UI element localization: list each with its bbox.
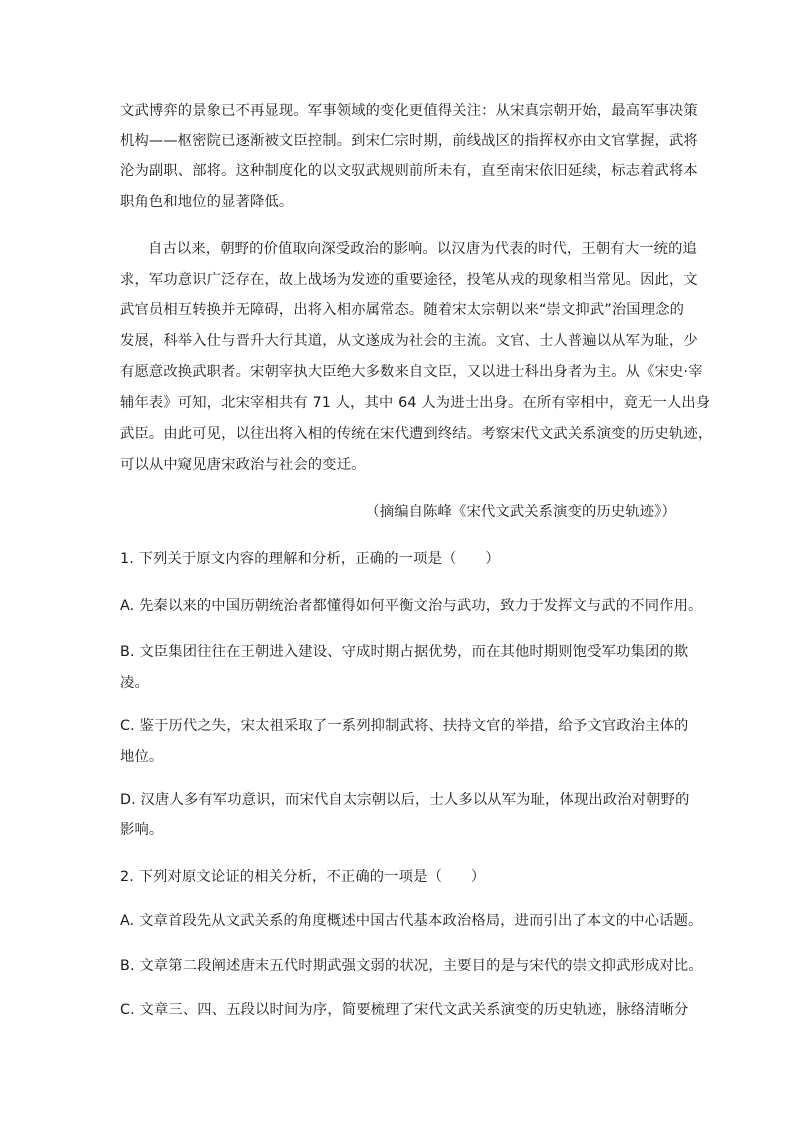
para2-line-7: 武臣。由此可见，以往出将入相的传统在宋代遭到终结。考察宋代文武关系演变的历史轨迹，: [120, 426, 713, 442]
q2-stem: 2. 下列对原文论证的相关分析，不正确的一项是（ ）: [120, 869, 486, 885]
para1-line-1: 文武博弈的景象已不再显现。军事领域的变化更值得关注：从宋真宗朝开始，最高军事决策: [120, 103, 698, 119]
para2-line-6: 辅年表》可知，北宋宰相共有 71 人，其中 64 人为进士出身。在所有宰相中，竟无一人出身: [120, 395, 711, 411]
q1-stem: 1. 下列关于原文内容的理解和分析，正确的一项是（ ）: [120, 551, 500, 567]
q2-option-b: B. 文章第二段阐述唐末五代时期武强文弱的状况，主要目的是与宋代的崇文抑武形成对比。: [120, 958, 703, 974]
source-citation: （摘编自陈峰《宋代文武关系演变的历史轨迹》）: [365, 504, 676, 520]
para2-line-3: 武官员相互转换并无障碍，出将入相亦属常态。随着宋太宗朝以来“崇文抑武”治国理念的: [120, 302, 685, 318]
para2-line-5: 有愿意改换武职者。宋朝宰执大臣绝大多数来自文臣，又以进士科出身者为主。从《宋史·宰: [120, 364, 703, 380]
q1-option-d-line-1: D. 汉唐人多有军功意识，而宋代自太宗朝以后，士人多以从军为耻，体现出政治对朝野的: [120, 792, 690, 808]
q2-option-a: A. 文章首段先从文武关系的角度概述中国古代基本政治格局，进而引出了本文的中心话题。: [120, 913, 703, 929]
para1-line-3: 沦为副职、部将。这种制度化的以文驭武规则前所未有，直至南宋依旧延续，标志着武将本: [120, 163, 698, 179]
q1-option-d-line-2: 影响。: [120, 822, 164, 838]
q1-option-c-line-2: 地位。: [120, 749, 164, 765]
para2-line-2: 求，军功意识广泛存在，故上战场为发迹的重要途径，投笔从戎的现象相当常见。因此，文: [120, 272, 698, 288]
q1-option-b-line-2: 凌。: [120, 675, 149, 691]
para1-line-2: 机构——枢密院已逐渐被文臣控制。到宋仁宗时期，前线战区的指挥权亦由文官掌握，武将: [120, 133, 698, 149]
para2-line-8: 可以从中窥见唐宋政治与社会的变迁。: [120, 457, 366, 473]
q2-option-c: C. 文章三、四、五段以时间为序，简要梳理了宋代文武关系演变的历史轨迹，脉络清晰分: [120, 1002, 689, 1018]
para2-line-1: 自古以来，朝野的价值取向深受政治的影响。以汉唐为代表的时代，王朝有大一统的追: [148, 241, 697, 257]
para1-line-4: 职角色和地位的显著降低。: [120, 194, 294, 210]
para2-line-4: 发展，科举入仕与晋升大行其道，从文遂成为社会的主流。文官、士人普遍以从军为耻，少: [120, 333, 698, 349]
q1-option-c-line-1: C. 鉴于历代之失，宋太祖采取了一系列抑制武将、扶持文官的举措，给予文官政治主体的: [120, 718, 689, 734]
q1-option-a: A. 先秦以来的中国历朝统治者都懂得如何平衡文治与武功，致力于发挥文与武的不同作用。: [120, 598, 703, 614]
q1-option-b-line-1: B. 文臣集团往往在王朝进入建设、守成时期占据优势，而在其他时期则饱受军功集团的欺: [120, 644, 689, 660]
